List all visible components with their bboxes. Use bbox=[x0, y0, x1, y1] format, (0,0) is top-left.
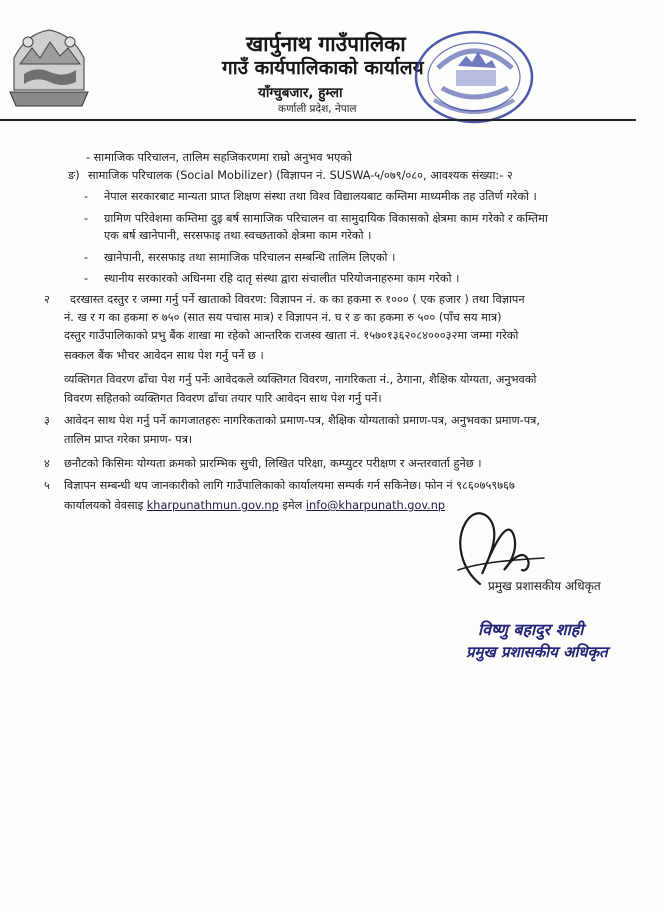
bullet-dash: - bbox=[84, 251, 89, 264]
item-4-number: ४ bbox=[44, 457, 50, 470]
bullet-dash: - bbox=[84, 272, 89, 285]
header-divider bbox=[0, 119, 636, 121]
org-name: खार्पुनाथ गाउँपालिका bbox=[246, 32, 406, 56]
item-d-marker: ङ) bbox=[68, 169, 80, 182]
office-name: गाउँ कार्यपालिकाको कार्यालय bbox=[222, 57, 424, 79]
item-d-bullet-2-cont: एक बर्ष खानेपानी, सरसफाइ तथा स्वच्छताको क्षेत्रमा काम गरेको । bbox=[104, 229, 372, 242]
item-3-line-2: तालिम प्राप्त गरेका प्रमाण- पत्र। bbox=[64, 433, 193, 446]
item-3-number: ३ bbox=[44, 414, 50, 427]
officer-name-stamp: विष्णु बहादुर शाही bbox=[478, 620, 584, 639]
website-link[interactable]: kharpunathmun.gov.np bbox=[146, 499, 279, 512]
nepal-emblem bbox=[6, 20, 92, 110]
item-d-bullet-1: नेपाल सरकारबाट मान्यता प्राप्त शिक्षण संस्था तथा विश्व विद्यालयबाट कम्तिमा माध्यमीक तह उतिर्ण गरेको । bbox=[104, 190, 537, 203]
bullet-dash: - bbox=[84, 212, 89, 225]
website-prefix: कार्यालयको वेवसाइ bbox=[64, 499, 144, 512]
office-seal-stamp bbox=[412, 28, 536, 126]
item-d-bullet-2: ग्रामिण परिवेशमा कम्तिमा दुइ बर्ष सामाजिक परिचालन वा सामुदायिक विकासको क्षेत्रमा काम गरेको र कम्तिमा bbox=[104, 212, 548, 225]
item-2-para-1: व्यक्तिगत विवरण ढाँचा पेश गर्नु पर्नेः आवेदकले व्यक्तिगत विवरण, नागरिकता नं., ठेगाना, शैक्षिक योग्यता, अनुभवको bbox=[64, 373, 537, 386]
item-5-text: विज्ञापन सम्बन्धी थप जानकारीको लागि गाउँपालिकाको कार्यालयमा सम्पर्क गर्न सकिनेछ। फोन नं ९८६०७५९७६७ bbox=[64, 479, 515, 492]
item-3-line-1: आवेदन साथ पेश गर्नु पर्ने कागजातहरुः नागरिकताको प्रमाण-पत्र, शैक्षिक योग्यताको प्रमाण-पत्र, अनुभवका प्रमाण-पत्र, bbox=[64, 414, 540, 427]
item-2-line-3: दस्तुर गाउँपालिकाको प्रभु बैंक शाखा मा रहेको आन्तरिक राजस्व खाता नं. १५७०१३६२०८४०००३२मा जम्मा गरेको bbox=[64, 329, 519, 342]
item-d-bullet-3: खानेपानी, सरसफाइ तथा सामाजिक परिचालन सम्बन्धि तालिम लिएको । bbox=[104, 251, 396, 264]
line-a-last: - सामाजिक परिचालन, तालिम सहजिकरणमा राम्रो अनुभव भएको bbox=[86, 151, 352, 164]
item-2-line-2: नं. ख र ग का हकमा रु ७५० (सात सय पचास मात्र) र विज्ञापन नं. घ र ङ का हकमा रु ५०० (पाँच सय मात्र) bbox=[64, 311, 502, 324]
bullet-dash: - bbox=[84, 190, 89, 203]
item-2-line-4: सक्कल बैंक भौचर आवेदन साथ पेश गर्नु पर्ने छ । bbox=[64, 349, 264, 362]
item-2-para-2: विवरण सहितको व्यक्तिगत विवरण ढाँचा तयार पारि आवेदन साथ पेश गर्नु पर्ने। bbox=[64, 392, 382, 405]
item-2-line-1: दरखास्त दस्तुर र जम्मा गर्नु पर्ने खाताको विवरण: विज्ञापन नं. क का हकमा रु १००० ( एक हजार ) तथा विज्ञापन bbox=[70, 293, 525, 306]
item-2-number: २ bbox=[44, 293, 50, 306]
email-label: इमेल bbox=[282, 499, 303, 512]
item-4-text: छनौटको किसिमः योग्यता क्रमको प्रारम्भिक सुची, लिखित परिक्षा, कम्प्युटर परीक्षण र अन्तरवार्ता हुनेछ । bbox=[64, 457, 482, 470]
item-d-bullet-4: स्थानीय सरकारको अधिनमा रहि दातृ संस्था द्वारा संचालीत परियोजनाहरुमा काम गरेको । bbox=[104, 272, 460, 285]
officer-role-stamp: प्रमुख प्रशासकीय अधिकृत bbox=[466, 643, 608, 661]
item-5-number: ५ bbox=[44, 479, 50, 492]
email-link[interactable]: info@kharpunath.gov.np bbox=[305, 499, 446, 512]
item-5-line-2 bbox=[64, 498, 445, 514]
office-province: कर्णाली प्रदेश, नेपाल bbox=[278, 103, 357, 115]
item-d-heading: सामाजिक परिचालक (Social Mobilizer) (विज्ञापन नं. SUSWA-५/०७९/०८०, आवश्यक संख्या:- २ bbox=[88, 169, 513, 182]
signature-role: प्रमुख प्रशासकीय अधिकृत bbox=[488, 579, 601, 593]
office-location: याँग्चुबजार, हुम्ला bbox=[258, 85, 343, 101]
